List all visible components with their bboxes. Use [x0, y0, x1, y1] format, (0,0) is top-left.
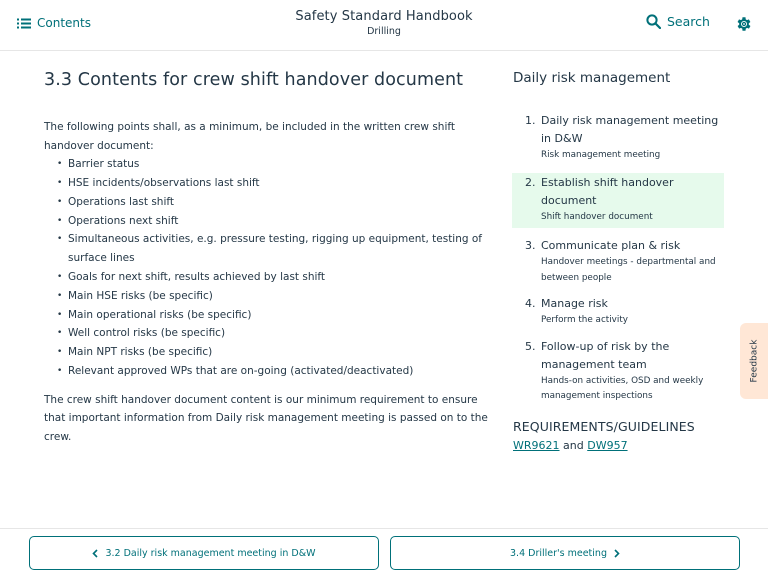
- requirements-section: [513, 419, 695, 452]
- step-label: Follow-up of risk by the management team: [541, 339, 670, 371]
- step-3-communicate-plan[interactable]: [513, 237, 726, 286]
- outro-paragraph: The crew shift handover document content is our minimum requirement to ensure that important information from Daily risk management meeting is passed on to the crew.: [44, 393, 488, 443]
- chevron-left-icon: [92, 549, 98, 558]
- list-item: • Operations last shift: [56, 193, 486, 212]
- list-item: • Well control risks (be specific): [56, 324, 486, 343]
- sidebar-title: Daily risk management: [513, 70, 671, 86]
- step-number: 2.: [525, 175, 536, 189]
- previous-page-label: 3.2 Daily risk management meeting in D&W: [105, 547, 316, 559]
- feedback-tab[interactable]: [740, 323, 768, 399]
- settings-button[interactable]: [735, 15, 753, 37]
- step-label: Establish shift handover document: [541, 175, 674, 207]
- list-item: • Relevant approved WPs that are on-going (activated/deactivated): [56, 362, 486, 381]
- chevron-right-icon: [614, 549, 620, 558]
- requirements-title: REQUIREMENTS/GUIDELINES: [513, 419, 695, 434]
- list-item: • Goals for next shift, results achieved by last shift: [56, 268, 486, 287]
- app-title: Safety Standard Handbook: [295, 9, 473, 24]
- step-subtitle: Handover meetings - departmental and between people: [541, 257, 716, 283]
- search-icon: [646, 14, 661, 29]
- search-label: Search: [667, 14, 710, 29]
- next-page-button[interactable]: [390, 536, 740, 570]
- requirements-links: [513, 439, 695, 452]
- step-subtitle: Risk management meeting: [541, 150, 661, 160]
- list-item: • Main operational risks (be specific): [56, 306, 486, 325]
- requirements-list: [56, 155, 486, 381]
- list-item: • Main NPT risks (be specific): [56, 343, 486, 362]
- step-number: 4.: [525, 297, 536, 310]
- list-item: • Operations next shift: [56, 212, 486, 231]
- list-item: • Barrier status: [56, 155, 486, 174]
- step-label: Daily risk management meeting in D&W: [541, 114, 719, 145]
- gear-icon: [735, 15, 753, 33]
- process-sidebar: [513, 70, 726, 414]
- top-bar: [0, 0, 768, 51]
- step-4-manage-risk[interactable]: [513, 295, 726, 329]
- list-item: • Main HSE risks (be specific): [56, 287, 486, 306]
- process-steps: [513, 112, 726, 405]
- list-item: • HSE incidents/observations last shift: [56, 174, 486, 193]
- step-number: 1.: [525, 114, 536, 127]
- search-button[interactable]: [646, 14, 710, 29]
- step-subtitle: Shift handover document: [541, 211, 653, 222]
- list-item: • Simultaneous activities, e.g. pressure testing, rigging up equipment, testing of surface lines: [56, 230, 486, 268]
- previous-page-button[interactable]: [29, 536, 379, 570]
- link-wr9621[interactable]: WR9621: [513, 439, 560, 452]
- page-title: 3.3 Contents for crew shift handover document: [44, 70, 464, 90]
- next-page-label: 3.4 Driller's meeting: [510, 547, 607, 559]
- step-subtitle: Hands-on activities, OSD and weekly management inspections: [541, 375, 704, 401]
- app-subtitle: Drilling: [367, 26, 401, 37]
- link-dw957[interactable]: DW957: [587, 439, 628, 452]
- feedback-label: Feedback: [749, 339, 759, 383]
- step-number: 5.: [525, 339, 536, 353]
- intro-paragraph: The following points shall, as a minimum, be included in the written crew shift handover document:: [44, 121, 455, 152]
- footer-nav: [0, 528, 768, 573]
- step-number: 3.: [525, 239, 536, 252]
- step-1-daily-risk-meeting[interactable]: [513, 112, 726, 164]
- contents-label: Contents: [37, 16, 91, 30]
- step-5-follow-up[interactable]: [513, 338, 726, 405]
- step-subtitle: Perform the activity: [541, 315, 628, 325]
- and-text: and: [563, 439, 584, 452]
- step-label: Manage risk: [541, 297, 608, 310]
- step-2-shift-handover[interactable]: [512, 173, 724, 229]
- main-content: [44, 70, 489, 447]
- step-label: Communicate plan & risk: [541, 239, 681, 252]
